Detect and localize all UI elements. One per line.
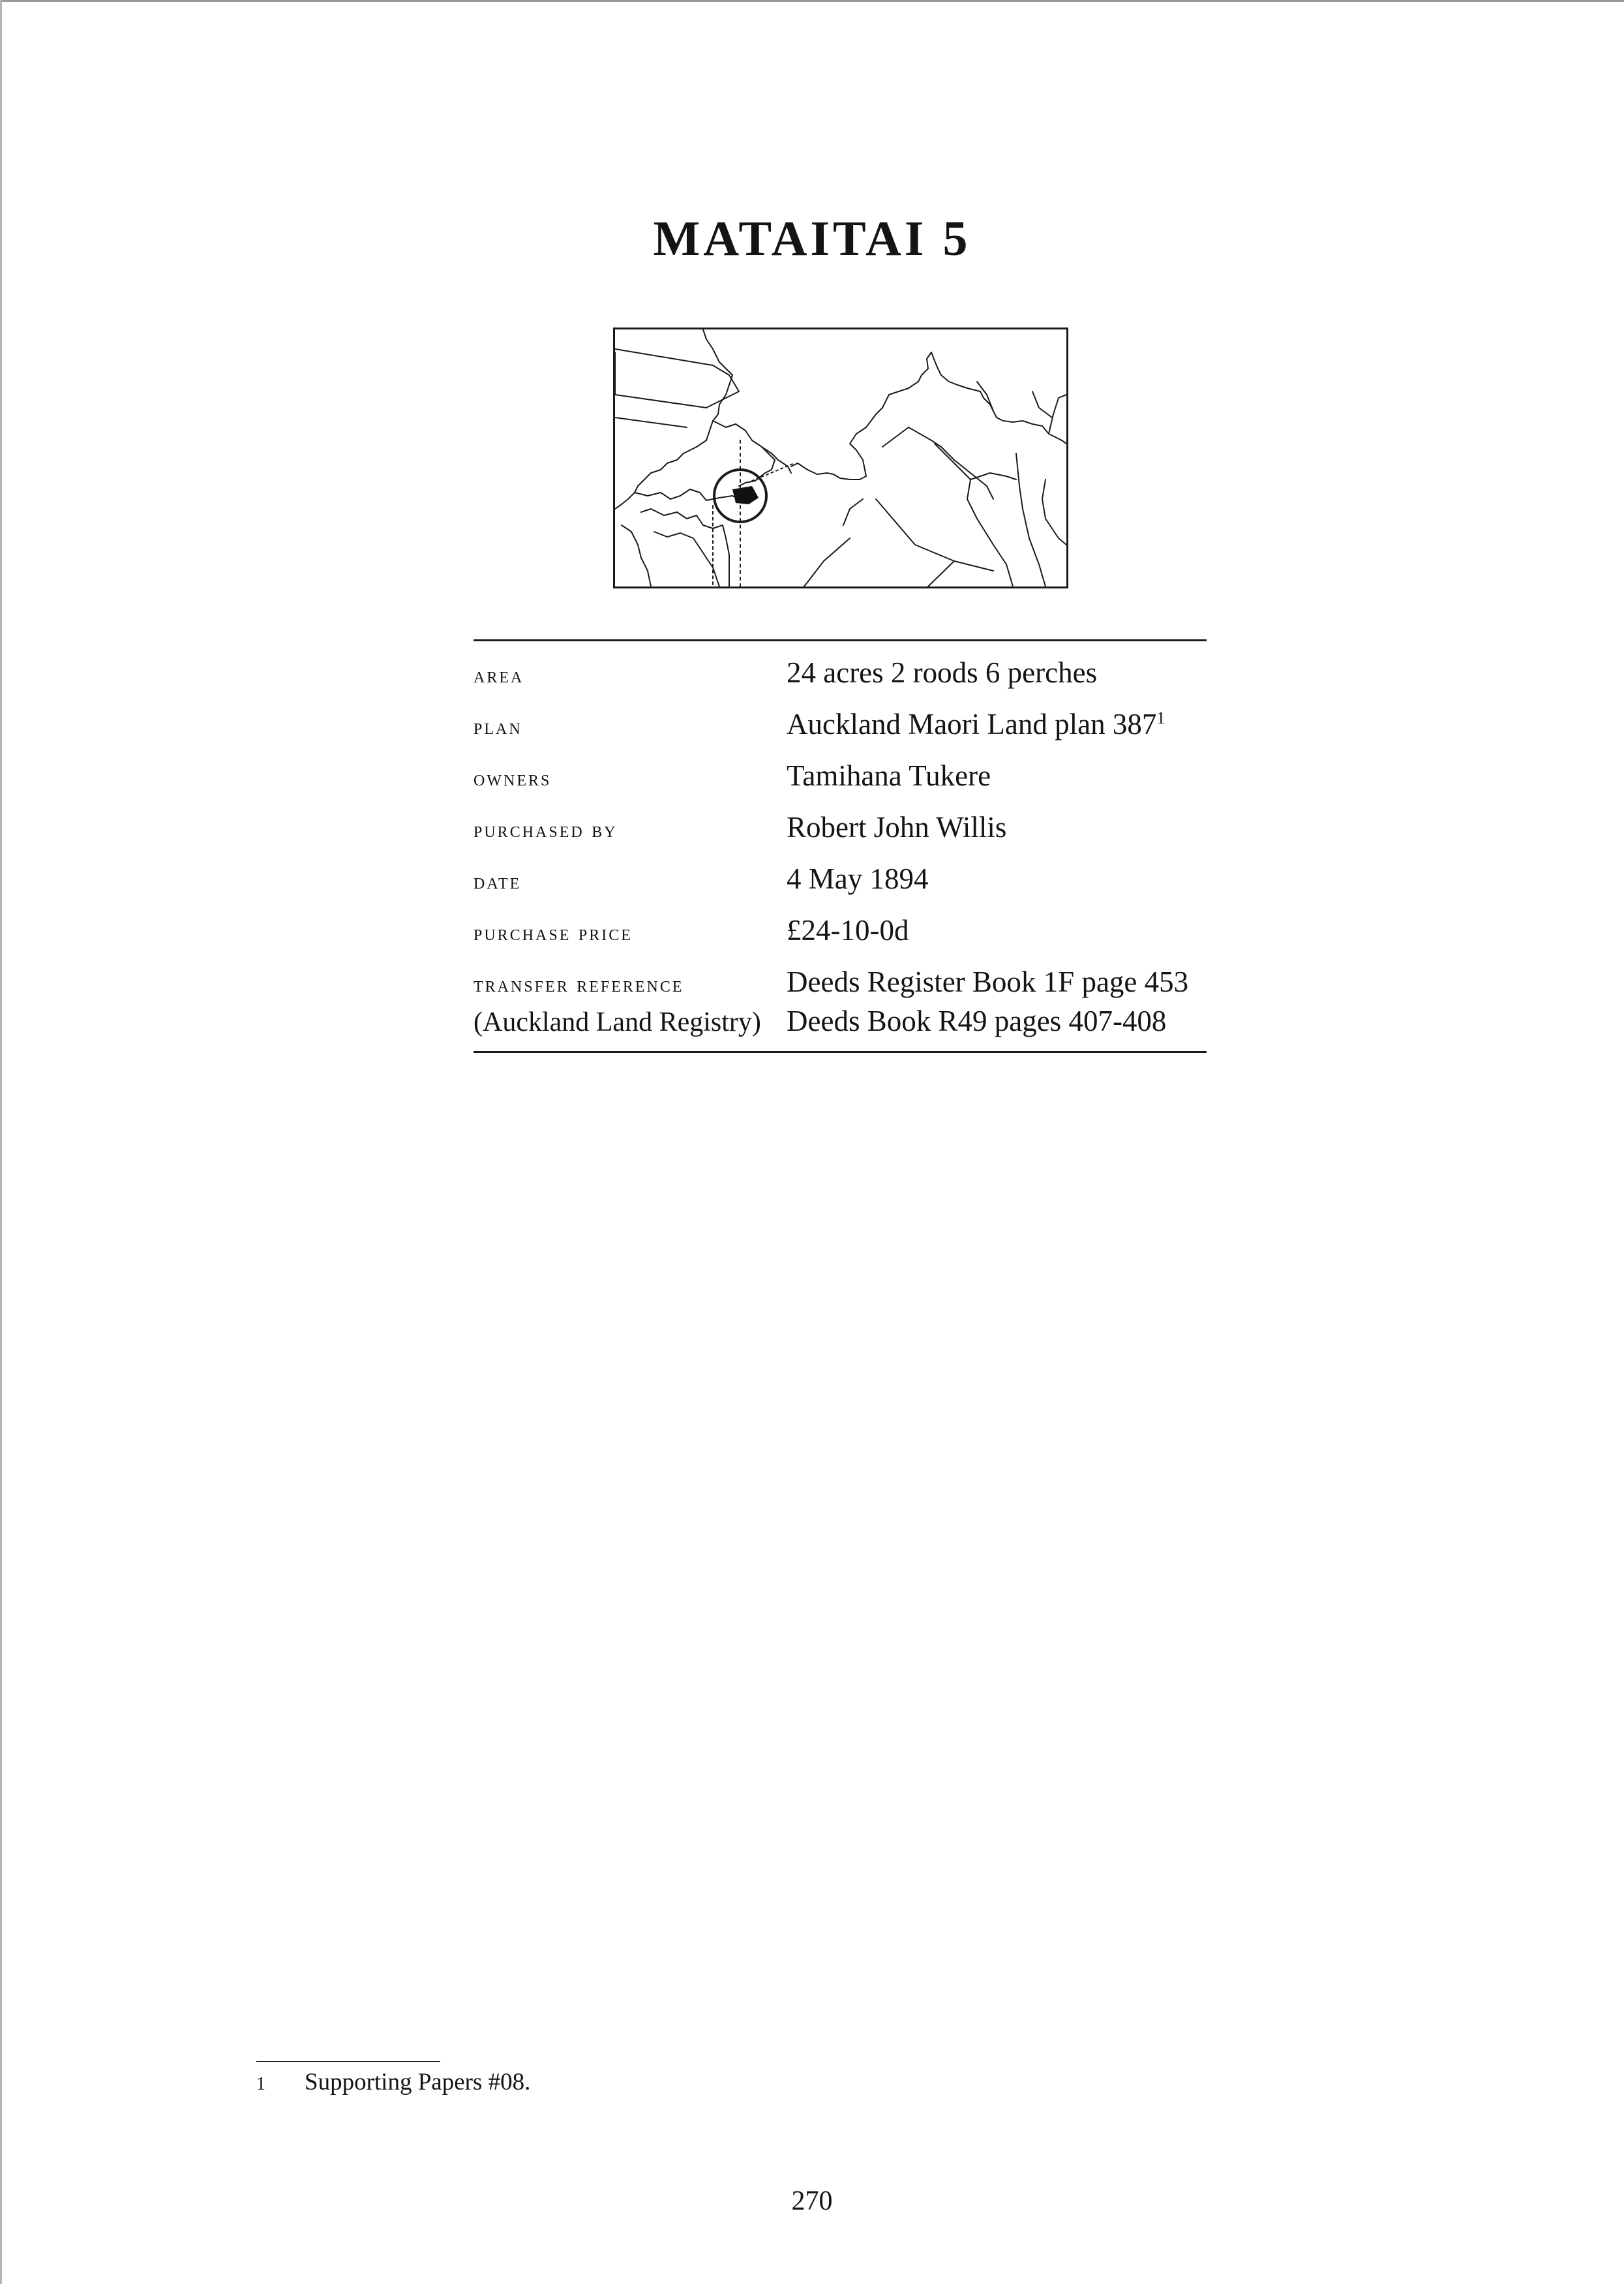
detail-row-owners (474, 759, 1207, 810)
registry-value: Deeds Book R49 pages 407-408 (787, 1005, 1167, 1037)
top-edge-rule (0, 0, 1624, 2)
date-value: 4 May 1894 (787, 862, 929, 895)
plan-text: Auckland Maori Land plan 387 (787, 708, 1157, 740)
page-number: 270 (791, 2186, 833, 2216)
detail-row-purchased-by (474, 810, 1207, 862)
date-label: date (474, 870, 522, 894)
transfer-reference-label: transfer reference (474, 973, 684, 997)
footnote-number: 1 (256, 2074, 265, 2094)
footnote (256, 2068, 530, 2096)
parcel-marker (732, 486, 759, 504)
registry-label: (Auckland Land Registry) (474, 1007, 761, 1037)
plan-label: plan (474, 715, 522, 739)
footnote-divider (256, 2061, 440, 2062)
footnote-text: Supporting Papers #08. (305, 2069, 531, 2095)
detail-row-purchase-price (474, 913, 1207, 965)
page-title: MATAITAI 5 (653, 211, 971, 266)
owners-label: owners (474, 767, 552, 791)
purchased-by-label: purchased by (474, 818, 618, 842)
purchased-by-value: Robert John Willis (787, 811, 1007, 844)
area-value: 24 acres 2 roods 6 perches (787, 656, 1098, 689)
owners-value: Tamihana Tukere (787, 759, 991, 792)
detail-row-plan (474, 707, 1207, 759)
property-details-table (474, 639, 1207, 1053)
footnote-ref: 1 (1156, 708, 1165, 727)
area-label: area (474, 663, 524, 688)
map-icon (615, 329, 1066, 586)
location-map (613, 327, 1068, 588)
purchase-price-label: purchase price (474, 921, 633, 945)
plan-value (787, 707, 1165, 741)
detail-row-transfer-reference (474, 965, 1207, 1004)
detail-row-area (474, 656, 1207, 707)
detail-row-date (474, 862, 1207, 913)
purchase-price-value: £24-10-0d (787, 914, 909, 947)
detail-row-registry (474, 1004, 1207, 1043)
left-edge-shadow (0, 0, 2, 2284)
transfer-reference-value: Deeds Register Book 1F page 453 (787, 966, 1189, 998)
